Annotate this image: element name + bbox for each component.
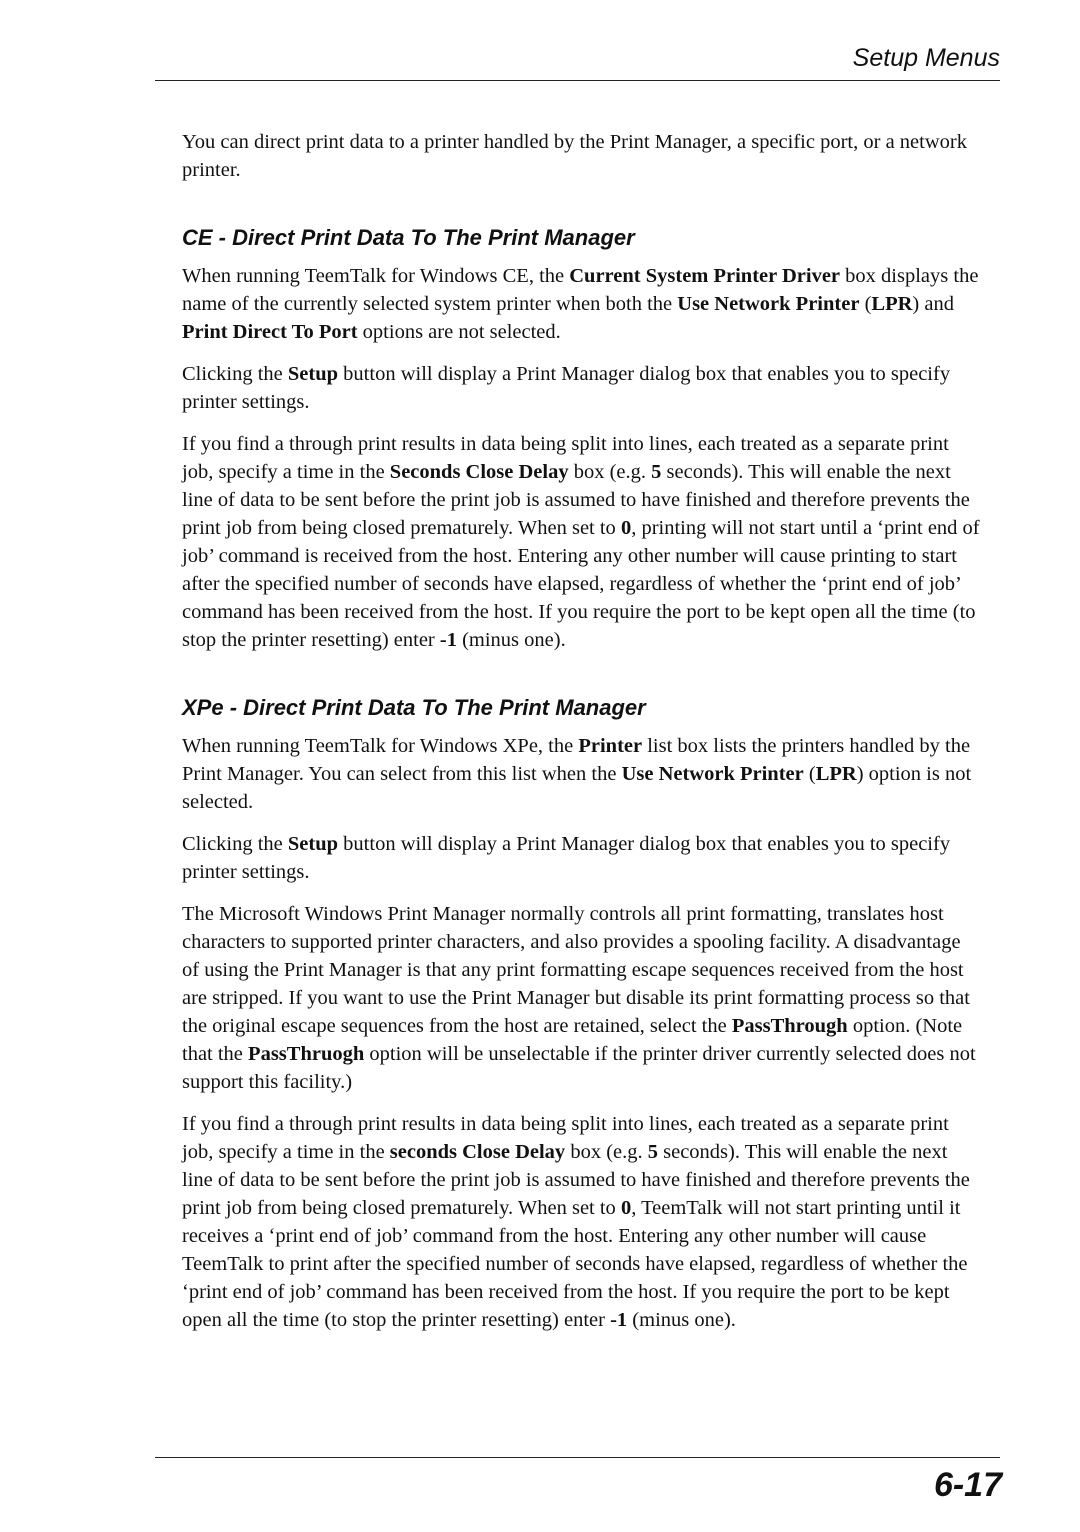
xpe-paragraph-2 <box>182 830 982 886</box>
ce-paragraph-2 <box>182 360 982 416</box>
bold-term: -1 <box>439 629 457 651</box>
text-run: ) and <box>912 293 954 315</box>
text-run: box (e.g. <box>565 1141 648 1163</box>
xpe-paragraph-4 <box>182 1110 982 1334</box>
bold-term: 5 <box>647 1141 658 1163</box>
text-run: (minus one). <box>456 629 566 651</box>
text-run: ( <box>803 763 816 785</box>
bold-term: Setup <box>287 833 339 855</box>
bold-term: 0 <box>620 1197 632 1219</box>
header-rule <box>155 80 1000 81</box>
bold-term: Current System Printer Driver <box>569 265 841 287</box>
text-run: ( <box>859 293 872 315</box>
text-run: (minus one). <box>627 1309 736 1331</box>
bold-term: Seconds Close Delay <box>389 461 569 483</box>
bold-term: Use Network Printer <box>677 293 860 315</box>
page-body <box>182 128 982 1348</box>
text-run: list box lists the printers handled by the Print Manager. You can select from this list when the <box>182 735 971 785</box>
text-run: If you find a through print results in data being split into lines, each treated as a separate print job, specify a time in the <box>182 433 949 483</box>
intro-paragraph: You can direct print data to a printer handled by the Print Manager, a specific port, or a network printer. <box>182 131 967 181</box>
text-run: When running TeemTalk for Windows XPe, the <box>182 735 579 757</box>
text-run: option. (Note that the <box>182 1015 963 1065</box>
text-run: button will display a Print Manager dialog box that enables you to specify printer settings. <box>182 363 951 413</box>
bold-term: PassThrough <box>731 1015 848 1037</box>
xpe-paragraph-1 <box>182 732 982 816</box>
bold-term: Use Network Printer <box>621 763 804 785</box>
bold-term: 5 <box>651 461 662 483</box>
bold-term: -1 <box>610 1309 628 1331</box>
bold-term: PassThruogh <box>248 1043 365 1065</box>
text-run: , printing will not start until a ‘print end of job’ command is received from the host. Entering any other number will cause printing to start after the specified number of seconds have elapsed, regardless of whether the ‘print end of job’ command has been received from the host. If you require the port to be kept open all the time (to stop the printer resetting) enter <box>182 517 980 651</box>
text-run: Clicking the <box>182 363 288 385</box>
text-run: Clicking the <box>182 833 288 855</box>
bold-term: 0 <box>620 517 632 539</box>
text-run: option will be unselectable if the printer driver currently selected does not support this facility.) <box>182 1043 976 1093</box>
xpe-paragraph-3 <box>182 900 982 1096</box>
text-run: The Microsoft Windows Print Manager normally controls all print formatting, translates host characters to supported printer characters, and also provides a spooling facility. A disadvantage of using the Print Manager is that any print formatting escape sequences received from the host are stripped. If you want to use the Print Manager but disable its print formatting process so that the original escape sequences from the host are retained, select the <box>182 903 970 1037</box>
bold-term: LPR <box>871 293 913 315</box>
page-number: 6-17 <box>933 1466 1002 1504</box>
bold-term: seconds Close Delay <box>389 1141 566 1163</box>
ce-paragraph-3 <box>182 430 982 654</box>
bold-term: Setup <box>287 363 339 385</box>
text-run: button will display a Print Manager dialog box that enables you to specify printer settings. <box>182 833 951 883</box>
bold-term: Printer <box>578 735 643 757</box>
text-run: , TeemTalk will not start printing until it receives a ‘print end of job’ command from the host. Entering any other number will cause TeemTalk to print after the specified number of seconds have elapsed, regardless of whether the ‘print end of job’ command has been received from the host. If you require the port to be kept open all the time (to stop the printer resetting) enter <box>182 1197 968 1331</box>
xpe-section-heading: XPe - Direct Print Data To The Print Manager <box>182 695 646 720</box>
text-run: When running TeemTalk for Windows CE, the <box>182 265 570 287</box>
text-run: box (e.g. <box>568 461 652 483</box>
text-run: options are not selected. <box>357 321 561 343</box>
bold-term: Print Direct To Port <box>182 321 358 343</box>
text-run: ) option is not selected. <box>182 763 972 813</box>
running-header: Setup Menus <box>852 44 1000 72</box>
ce-paragraph-1 <box>182 262 982 346</box>
bold-term: LPR <box>815 763 857 785</box>
text-run: If you find a through print results in data being split into lines, each treated as a separate print job, specify a time in the <box>182 1113 949 1163</box>
text-run: box displays the name of the currently selected system printer when both the <box>182 265 979 315</box>
text-run: seconds). This will enable the next line of data to be sent before the print job is assumed to have finished and therefore prevents the print job from being closed prematurely. When set to <box>182 1141 970 1219</box>
text-run: seconds). This will enable the next line of data to be sent before the print job is assumed to have finished and therefore prevents the print job from being closed prematurely. When set to <box>182 461 970 539</box>
footer-rule <box>155 1457 1000 1458</box>
ce-section-heading: CE - Direct Print Data To The Print Manager <box>182 225 635 250</box>
